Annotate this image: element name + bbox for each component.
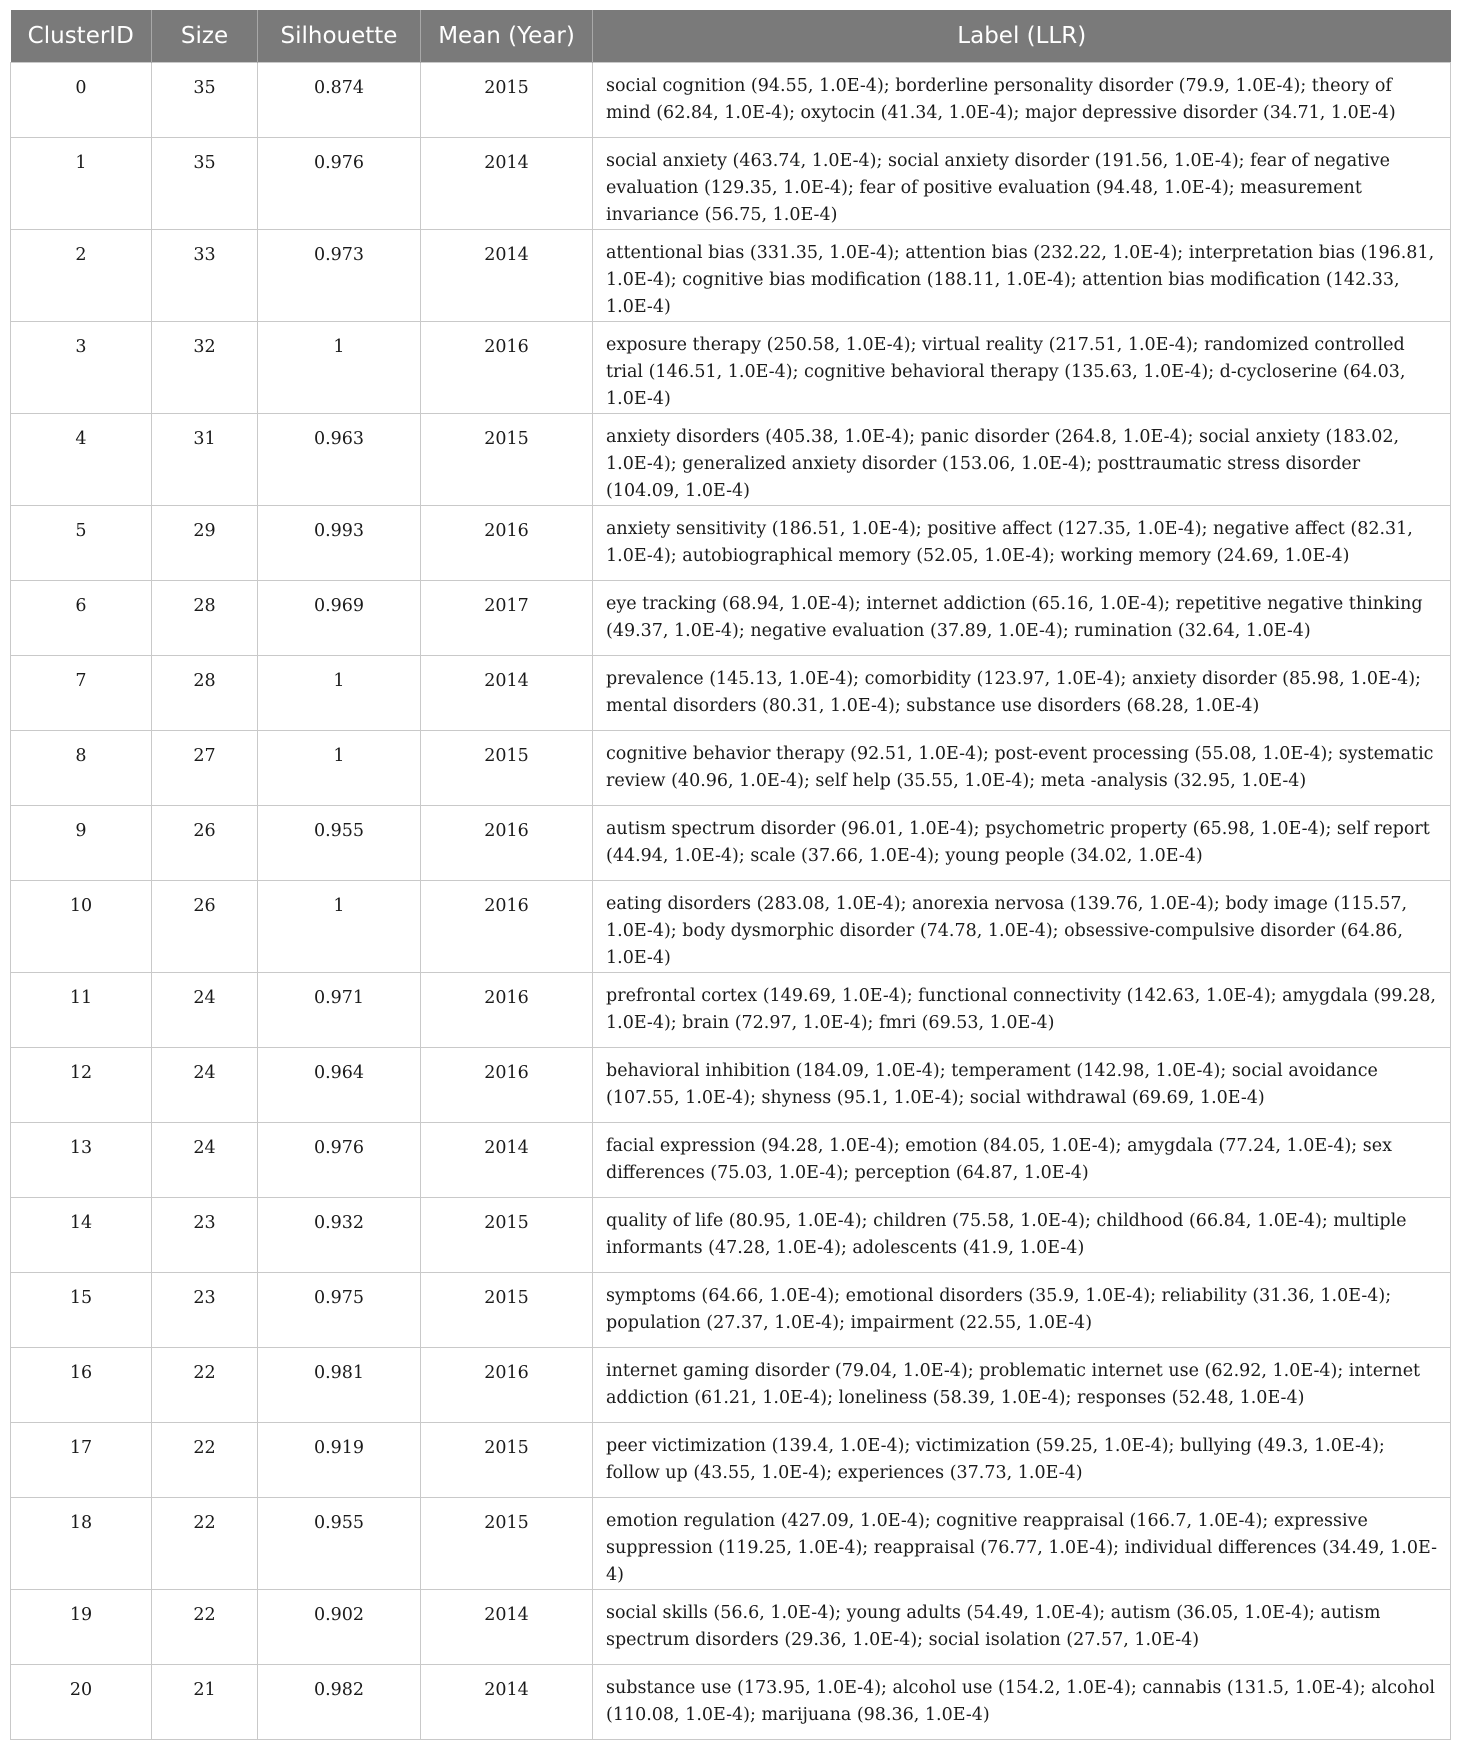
- cell-label: internet gaming disorder (79.04, 1.0E-4); problematic internet use (62.92, 1.0E-4); internet addiction (61.21, 1.0E-4); loneliness (58.39, 1.0E-4); responses (52.48, 1.0E-4): [593, 1348, 1451, 1423]
- cell-silhouette: 0.993: [258, 506, 421, 581]
- table-row: [11, 322, 1451, 414]
- cell-label: social anxiety (463.74, 1.0E-4); social anxiety disorder (191.56, 1.0E-4); fear of negative evaluation (129.35, 1.0E-4); fear of positive evaluation (94.48, 1.0E-4); measurement invariance (56.75, 1.0E-4): [593, 138, 1451, 230]
- cell-cluster-id: 10: [11, 881, 152, 973]
- cell-label: anxiety disorders (405.38, 1.0E-4); panic disorder (264.8, 1.0E-4); social anxiety (183.02, 1.0E-4); generalized anxiety disorder (153.06, 1.0E-4); posttraumatic stress disorder (104.09, 1.0E-4): [593, 414, 1451, 506]
- cell-mean-year: 2014: [421, 230, 593, 322]
- cell-size: 24: [152, 1048, 258, 1123]
- cell-label: social skills (56.6, 1.0E-4); young adults (54.49, 1.0E-4); autism (36.05, 1.0E-4); autism spectrum disorders (29.36, 1.0E-4); social isolation (27.57, 1.0E-4): [593, 1590, 1451, 1665]
- header-size: Size: [152, 10, 258, 63]
- cell-label: emotion regulation (427.09, 1.0E-4); cognitive reappraisal (166.7, 1.0E-4); expressive suppression (119.25, 1.0E-4); reappraisal (76.77, 1.0E-4); individual differences (34.49, 1.0E-4): [593, 1498, 1451, 1590]
- cell-size: 23: [152, 1198, 258, 1273]
- cell-mean-year: 2014: [421, 1590, 593, 1665]
- table-row: [11, 881, 1451, 973]
- cell-mean-year: 2016: [421, 1048, 593, 1123]
- table-row: [11, 1348, 1451, 1423]
- cell-label: behavioral inhibition (184.09, 1.0E-4); temperament (142.98, 1.0E-4); social avoidance (107.55, 1.0E-4); shyness (95.1, 1.0E-4); social withdrawal (69.69, 1.0E-4): [593, 1048, 1451, 1123]
- cell-cluster-id: 20: [11, 1665, 152, 1740]
- table-row: [11, 656, 1451, 731]
- cell-size: 35: [152, 138, 258, 230]
- table-row: [11, 230, 1451, 322]
- table-row: [11, 506, 1451, 581]
- table-row: [11, 1665, 1451, 1740]
- cell-cluster-id: 8: [11, 731, 152, 806]
- table-row: [11, 63, 1451, 138]
- cell-silhouette: 0.963: [258, 414, 421, 506]
- cell-silhouette: 0.919: [258, 1423, 421, 1498]
- cell-label: eye tracking (68.94, 1.0E-4); internet addiction (65.16, 1.0E-4); repetitive negative thinking (49.37, 1.0E-4); negative evaluation (37.89, 1.0E-4); rumination (32.64, 1.0E-4): [593, 581, 1451, 656]
- header-label: Label (LLR): [593, 10, 1451, 63]
- cell-mean-year: 2015: [421, 63, 593, 138]
- cell-mean-year: 2016: [421, 881, 593, 973]
- cell-size: 22: [152, 1348, 258, 1423]
- cell-silhouette: 0.971: [258, 973, 421, 1048]
- table-row: [11, 1198, 1451, 1273]
- cell-label: prefrontal cortex (149.69, 1.0E-4); functional connectivity (142.63, 1.0E-4); amygdala (99.28, 1.0E-4); brain (72.97, 1.0E-4); fmri (69.53, 1.0E-4): [593, 973, 1451, 1048]
- header-row: [11, 10, 1451, 63]
- cell-size: 22: [152, 1590, 258, 1665]
- table-row: [11, 1590, 1451, 1665]
- cluster-table: [10, 10, 1451, 1740]
- cell-label: anxiety sensitivity (186.51, 1.0E-4); positive affect (127.35, 1.0E-4); negative affect (82.31, 1.0E-4); autobiographical memory (52.05, 1.0E-4); working memory (24.69, 1.0E-4): [593, 506, 1451, 581]
- cell-cluster-id: 13: [11, 1123, 152, 1198]
- cell-mean-year: 2015: [421, 1423, 593, 1498]
- cell-silhouette: 0.932: [258, 1198, 421, 1273]
- cell-silhouette: 0.955: [258, 1498, 421, 1590]
- cell-mean-year: 2016: [421, 1348, 593, 1423]
- cell-size: 32: [152, 322, 258, 414]
- table-row: [11, 138, 1451, 230]
- cell-mean-year: 2014: [421, 138, 593, 230]
- header-silhouette: Silhouette: [258, 10, 421, 63]
- cell-silhouette: 0.975: [258, 1273, 421, 1348]
- cell-cluster-id: 9: [11, 806, 152, 881]
- header-mean-year: Mean (Year): [421, 10, 593, 63]
- cell-mean-year: 2015: [421, 731, 593, 806]
- table-row: [11, 1048, 1451, 1123]
- cell-label: substance use (173.95, 1.0E-4); alcohol use (154.2, 1.0E-4); cannabis (131.5, 1.0E-4); alcohol (110.08, 1.0E-4); marijuana (98.36, 1.0E-4): [593, 1665, 1451, 1740]
- cell-mean-year: 2014: [421, 1665, 593, 1740]
- cell-mean-year: 2017: [421, 581, 593, 656]
- table-row: [11, 1423, 1451, 1498]
- table-row: [11, 806, 1451, 881]
- cell-size: 24: [152, 973, 258, 1048]
- cell-silhouette: 1: [258, 656, 421, 731]
- cell-mean-year: 2015: [421, 414, 593, 506]
- cell-mean-year: 2016: [421, 806, 593, 881]
- table-header: [11, 10, 1451, 63]
- cell-cluster-id: 3: [11, 322, 152, 414]
- cell-silhouette: 0.874: [258, 63, 421, 138]
- cell-size: 24: [152, 1123, 258, 1198]
- cell-cluster-id: 17: [11, 1423, 152, 1498]
- cell-cluster-id: 19: [11, 1590, 152, 1665]
- cell-label: prevalence (145.13, 1.0E-4); comorbidity (123.97, 1.0E-4); anxiety disorder (85.98, 1.0E-4); mental disorders (80.31, 1.0E-4); substance use disorders (68.28, 1.0E-4): [593, 656, 1451, 731]
- table-row: [11, 1123, 1451, 1198]
- cell-silhouette: 1: [258, 881, 421, 973]
- cell-mean-year: 2016: [421, 973, 593, 1048]
- cell-label: attentional bias (331.35, 1.0E-4); attention bias (232.22, 1.0E-4); interpretation bias (196.81, 1.0E-4); cognitive bias modification (188.11, 1.0E-4); attention bias modification (142.33, 1.0E-4): [593, 230, 1451, 322]
- cell-label: autism spectrum disorder (96.01, 1.0E-4); psychometric property (65.98, 1.0E-4); self report (44.94, 1.0E-4); scale (37.66, 1.0E-4); young people (34.02, 1.0E-4): [593, 806, 1451, 881]
- cell-cluster-id: 2: [11, 230, 152, 322]
- cell-silhouette: 0.973: [258, 230, 421, 322]
- cell-size: 29: [152, 506, 258, 581]
- cell-mean-year: 2014: [421, 1123, 593, 1198]
- cell-cluster-id: 5: [11, 506, 152, 581]
- cell-label: symptoms (64.66, 1.0E-4); emotional disorders (35.9, 1.0E-4); reliability (31.36, 1.0E-4); population (27.37, 1.0E-4); impairment (22.55, 1.0E-4): [593, 1273, 1451, 1348]
- table-row: [11, 973, 1451, 1048]
- cell-cluster-id: 6: [11, 581, 152, 656]
- cell-size: 31: [152, 414, 258, 506]
- cell-silhouette: 0.982: [258, 1665, 421, 1740]
- cell-mean-year: 2015: [421, 1198, 593, 1273]
- cell-label: cognitive behavior therapy (92.51, 1.0E-4); post-event processing (55.08, 1.0E-4); systematic review (40.96, 1.0E-4); self help (35.55, 1.0E-4); meta -analysis (32.95, 1.0E-4): [593, 731, 1451, 806]
- cell-size: 33: [152, 230, 258, 322]
- cell-silhouette: 0.976: [258, 1123, 421, 1198]
- header-cluster-id: ClusterID: [11, 10, 152, 63]
- cell-silhouette: 0.955: [258, 806, 421, 881]
- cell-label: social cognition (94.55, 1.0E-4); borderline personality disorder (79.9, 1.0E-4); theory of mind (62.84, 1.0E-4); oxytocin (41.34, 1.0E-4); major depressive disorder (34.71, 1.0E-4): [593, 63, 1451, 138]
- cell-cluster-id: 4: [11, 414, 152, 506]
- cell-label: quality of life (80.95, 1.0E-4); children (75.58, 1.0E-4); childhood (66.84, 1.0E-4); multiple informants (47.28, 1.0E-4); adolescents (41.9, 1.0E-4): [593, 1198, 1451, 1273]
- cell-label: eating disorders (283.08, 1.0E-4); anorexia nervosa (139.76, 1.0E-4); body image (115.57, 1.0E-4); body dysmorphic disorder (74.78, 1.0E-4); obsessive-compulsive disorder (64.86, 1.0E-4): [593, 881, 1451, 973]
- cluster-table-container: [10, 10, 1450, 1740]
- cell-size: 26: [152, 881, 258, 973]
- cell-silhouette: 0.964: [258, 1048, 421, 1123]
- cell-cluster-id: 14: [11, 1198, 152, 1273]
- cell-size: 21: [152, 1665, 258, 1740]
- cell-cluster-id: 0: [11, 63, 152, 138]
- cell-size: 22: [152, 1423, 258, 1498]
- cell-silhouette: 0.981: [258, 1348, 421, 1423]
- cell-cluster-id: 12: [11, 1048, 152, 1123]
- cell-silhouette: 1: [258, 731, 421, 806]
- table-row: [11, 1498, 1451, 1590]
- cell-cluster-id: 1: [11, 138, 152, 230]
- cell-size: 22: [152, 1498, 258, 1590]
- cell-silhouette: 1: [258, 322, 421, 414]
- cell-mean-year: 2015: [421, 1273, 593, 1348]
- table-row: [11, 414, 1451, 506]
- cell-label: facial expression (94.28, 1.0E-4); emotion (84.05, 1.0E-4); amygdala (77.24, 1.0E-4); sex differences (75.03, 1.0E-4); perception (64.87, 1.0E-4): [593, 1123, 1451, 1198]
- cell-label: peer victimization (139.4, 1.0E-4); victimization (59.25, 1.0E-4); bullying (49.3, 1.0E-4); follow up (43.55, 1.0E-4); experiences (37.73, 1.0E-4): [593, 1423, 1451, 1498]
- cell-cluster-id: 16: [11, 1348, 152, 1423]
- cell-label: exposure therapy (250.58, 1.0E-4); virtual reality (217.51, 1.0E-4); randomized controlled trial (146.51, 1.0E-4); cognitive behavioral therapy (135.63, 1.0E-4); d-cycloserine (64.03, 1.0E-4): [593, 322, 1451, 414]
- cell-size: 28: [152, 581, 258, 656]
- table-row: [11, 581, 1451, 656]
- cell-cluster-id: 15: [11, 1273, 152, 1348]
- cell-mean-year: 2016: [421, 322, 593, 414]
- cell-size: 35: [152, 63, 258, 138]
- cell-mean-year: 2014: [421, 656, 593, 731]
- cell-silhouette: 0.969: [258, 581, 421, 656]
- cell-mean-year: 2015: [421, 1498, 593, 1590]
- cell-size: 27: [152, 731, 258, 806]
- table-body: [11, 63, 1451, 1740]
- cell-size: 28: [152, 656, 258, 731]
- table-row: [11, 1273, 1451, 1348]
- table-row: [11, 731, 1451, 806]
- cell-silhouette: 0.902: [258, 1590, 421, 1665]
- cell-cluster-id: 7: [11, 656, 152, 731]
- cell-cluster-id: 18: [11, 1498, 152, 1590]
- cell-size: 23: [152, 1273, 258, 1348]
- cell-size: 26: [152, 806, 258, 881]
- cell-silhouette: 0.976: [258, 138, 421, 230]
- cell-cluster-id: 11: [11, 973, 152, 1048]
- cell-mean-year: 2016: [421, 506, 593, 581]
